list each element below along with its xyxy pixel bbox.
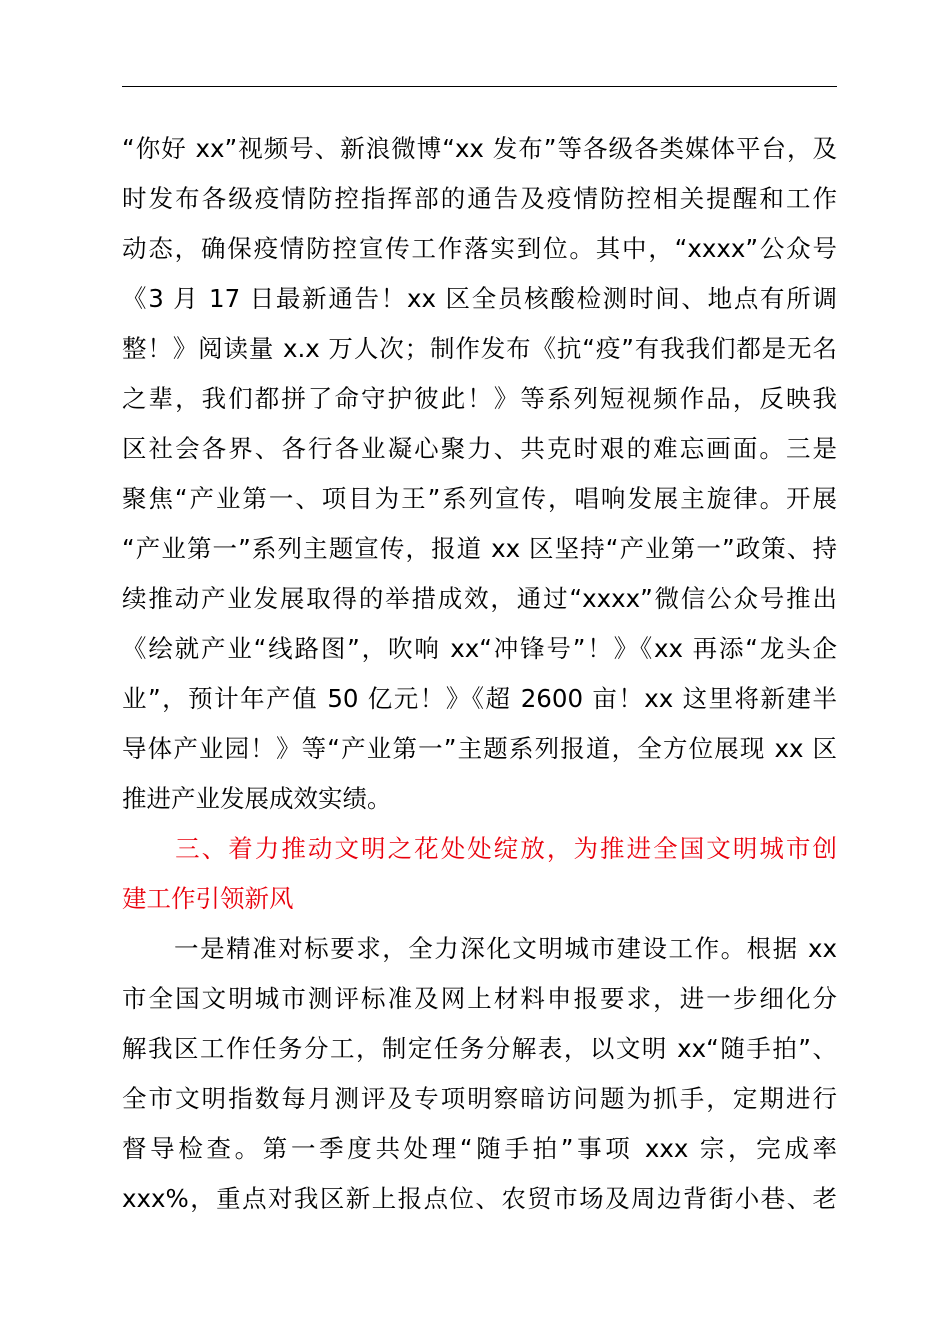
body-line: 解我区工作任务分工，制定任务分解表，以文明 xx“随手拍”、	[122, 1034, 837, 1063]
body-line: 导体产业园！》等“产业第一”主题系列报道，全方位展现 xx 区	[122, 734, 837, 763]
body-line: “产业第一”系列主题宣传，报道 xx 区坚持“产业第一”政策、持	[122, 534, 837, 563]
body-line: 续推动产业发展取得的举措成效，通过“xxxx”微信公众号推出	[122, 584, 837, 613]
body-line: 市全国文明城市测评标准及网上材料申报要求，进一步细化分	[122, 984, 837, 1013]
document-body	[122, 124, 837, 1224]
body-line: 时发布各级疫情防控指挥部的通告及疫情防控相关提醒和工作	[122, 184, 837, 213]
header-rule	[122, 86, 837, 87]
body-line: xxx%，重点对我区新上报点位、农贸市场及周边背街小巷、老	[122, 1184, 837, 1213]
body-line: 聚焦“产业第一、项目为王”系列宣传，唱响发展主旋律。开展	[122, 484, 837, 513]
body-line: 督导检查。第一季度共处理“随手拍”事项 xxx 宗，完成率	[122, 1134, 837, 1163]
body-line: 《3 月 17 日最新通告！xx 区全员核酸检测时间、地点有所调	[122, 284, 837, 313]
section-heading: 三、着力推动文明之花处处绽放，为推进全国文明城市创	[122, 834, 837, 863]
body-line: 推进产业发展成效实绩。	[122, 784, 392, 813]
body-line: 全市文明指数每月测评及专项明察暗访问题为抓手，定期进行	[122, 1084, 837, 1113]
section-heading: 建工作引领新风	[122, 884, 294, 913]
body-line: 区社会各界、各行各业凝心聚力、共克时艰的难忘画面。三是	[122, 434, 837, 463]
body-line: 业”，预计年产值 50 亿元！》《超 2600 亩！xx 这里将新建半	[122, 684, 837, 713]
body-line: 一是精准对标要求，全力深化文明城市建设工作。根据 xx	[122, 934, 837, 963]
body-line: “你好 xx”视频号、新浪微博“xx 发布”等各级各类媒体平台，及	[122, 134, 837, 163]
body-line: 整！》阅读量 x.x 万人次；制作发布《抗“疫”有我我们都是无名	[122, 334, 837, 363]
body-line: 动态，确保疫情防控宣传工作落实到位。其中，“xxxx”公众号	[122, 234, 837, 263]
body-line: 《绘就产业“线路图”，吹响 xx“冲锋号”！》《xx 再添“龙头企	[122, 634, 837, 663]
body-line: 之辈，我们都拼了命守护彼此！》等系列短视频作品，反映我	[122, 384, 837, 413]
